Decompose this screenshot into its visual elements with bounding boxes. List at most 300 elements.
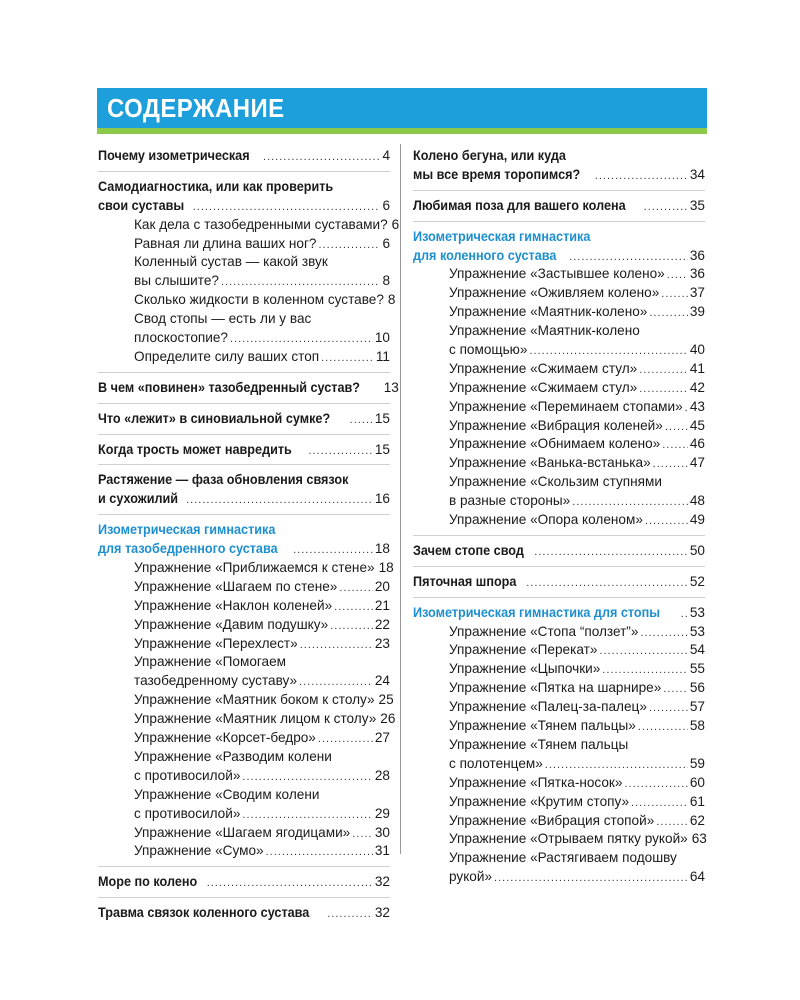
toc-entry-title: Почему изометрическая [98,148,250,163]
toc-line [98,379,399,398]
toc-section-heading[interactable] [413,604,705,623]
toc-page-number: 52 [689,573,705,589]
dot-leader [667,266,688,285]
dot-leader [263,148,380,167]
toc-separator [98,372,390,373]
toc-entry-title: Упражнение «Цыпочки» [449,661,601,677]
toc-entry-title: Упражнение «Отрываем пятку рукой» [449,831,688,847]
toc-line [116,672,390,691]
toc-line [116,824,390,843]
dot-leader [645,512,688,531]
toc-subentry[interactable] [413,641,705,660]
toc-page-number: 60 [689,774,705,790]
toc-page-number: 57 [689,699,705,715]
toc-entry-title: Упражнение «Крутим стопу» [449,793,630,809]
toc-entry-title: Упражнение «Вибрация стопой» [449,812,655,828]
toc-line [431,511,705,530]
toc-subentry[interactable] [98,348,390,367]
toc-entry-title: Пяточная шпора [413,573,517,589]
toc-chapter-entry[interactable] [98,178,390,216]
toc-page-number: 63 [691,831,707,847]
toc-page-number: 28 [374,767,390,783]
toc-entry-title: Упражнение «Шагаем по стене» [134,578,338,594]
toc-entry-title: Упражнение «Наклон коленей» [134,597,333,613]
toc-line [98,490,390,509]
toc-chapter-entry[interactable] [98,471,390,509]
toc-line [413,166,705,185]
toc-line [431,623,705,642]
toc-entry-title: Упражнение «Маятник-колено» [449,304,648,320]
dot-leader [318,730,373,749]
toc-entry-title: Упражнение «Тянем пальцы» [449,718,636,734]
toc-page-number: 13 [383,379,399,395]
toc-subentry[interactable] [413,736,705,774]
toc-entry-title: Упражнение «Тянем пальцы [449,736,629,752]
toc-page-number: 32 [374,874,390,890]
toc-subentry[interactable] [413,265,705,284]
toc-entry-title: Упражнение «Помогаем [134,654,287,670]
toc-subentry[interactable] [98,216,400,235]
toc-line [413,197,705,216]
toc-line [116,559,394,578]
toc-line [431,473,705,492]
toc-page-number: 6 [382,197,390,213]
toc-entry-title: плоскостопие? [134,330,228,346]
toc-page-number: 46 [689,436,705,452]
toc-page-number: 24 [374,673,390,689]
toc-line [98,178,390,197]
toc-entry-title: Изометрическая гимнастика [98,522,276,538]
toc-entry-title: Упражнение «Обнимаем колено» [449,436,661,452]
toc-entry-title: Упражнение «Пятка на шарнире» [449,680,662,696]
toc-line [98,471,390,490]
toc-entry-title: Упражнение «Оживляем колено» [449,285,660,301]
toc-line [431,265,705,284]
toc-line [116,842,390,861]
toc-line [431,849,705,868]
toc-subentry[interactable] [413,623,705,642]
dot-leader [308,442,372,461]
toc-entry-title: с противосилой» [134,767,241,783]
toc-subentry[interactable] [98,729,390,748]
toc-line [431,417,705,436]
dot-leader [242,768,372,787]
dot-leader [334,598,373,617]
toc-entry-title: и сухожилий [98,491,179,507]
toc-line [116,291,396,310]
toc-entry-title: Упражнение «Шагаем ягодицами» [134,824,351,840]
toc-page-number: 29 [374,805,390,821]
toc-chapter-entry[interactable] [413,573,705,592]
toc-line [431,774,705,793]
toc-subentry[interactable] [413,398,705,417]
toc-line [98,147,390,166]
toc-page-number: 43 [689,398,705,414]
toc-line [116,805,390,824]
toc-entry-title: Растяжение — фаза обновления связок [98,472,349,488]
toc-entry-title: Упражнение «Застывшее колено» [449,266,665,282]
toc-page-number: 31 [374,843,390,859]
toc-line [116,348,390,367]
toc-separator [413,535,705,536]
dot-leader [569,248,688,267]
toc-entry-title: Любимая поза для вашего колена [413,197,626,213]
toc-entry-title: Определите силу ваших стоп [134,348,320,364]
toc-page-number: 8 [387,292,396,308]
toc-page-number: 22 [374,616,390,632]
toc-page-number: 20 [374,578,390,594]
toc-entry-title: Упражнение «Сводим колени [134,786,320,802]
toc-entry-title: с противосилой» [134,805,241,821]
toc-left-column [98,147,400,923]
toc-subentry[interactable] [98,842,390,861]
toc-subentry[interactable] [413,284,705,303]
dot-leader [242,806,372,825]
toc-line [116,710,396,729]
toc-page-number: 47 [689,455,705,471]
toc-subentry[interactable] [98,710,396,729]
dot-leader [649,699,688,718]
toc-page-number: 64 [689,869,705,885]
toc-entry-title: свои суставы [98,197,185,213]
toc-subentry[interactable] [413,417,705,436]
toc-page-number: 27 [374,730,390,746]
dot-leader [352,825,373,844]
dot-leader [599,642,687,661]
toc-subentry[interactable] [98,291,396,310]
toc-page-number: 61 [689,793,705,809]
dot-leader [661,285,688,304]
toc-entry-title: Свод стопы — есть ли у вас [134,311,312,327]
toc-entry-title: Упражнение «Скользим ступнями [449,474,662,490]
toc-subentry[interactable] [413,812,705,831]
toc-line [431,793,705,812]
toc-entry-title: Упражнение «Сжимаем стул» [449,379,638,395]
toc-entry-title: В чем «повинен» тазобедренный сустав? [98,379,361,395]
dot-leader [321,349,374,368]
toc-line [116,786,390,805]
toc-line [413,573,705,592]
toc-subentry[interactable] [413,830,705,849]
toc-line [431,755,705,774]
toc-page-number: 54 [689,642,705,658]
toc-line [431,660,705,679]
toc-separator [413,190,705,191]
toc-page-number: 39 [689,304,705,320]
toc-subentry[interactable] [98,559,394,578]
toc-separator [98,403,390,404]
toc-subentry[interactable] [413,379,705,398]
toc-line [116,748,390,767]
dot-leader [193,198,381,217]
toc-page-number: 48 [689,493,705,509]
toc-page-number: 59 [689,755,705,771]
toc-page-number: 49 [689,512,705,528]
toc-line [431,830,705,849]
toc-line [413,228,705,247]
toc-entry-title: Упражнение «Сжимаем стул» [449,360,638,376]
toc-page-number: 58 [689,718,705,734]
toc-page-number: 6 [382,235,390,251]
toc-chapter-entry[interactable] [413,197,705,216]
toc-separator [413,597,705,598]
toc-chapter-entry[interactable] [98,410,390,429]
toc-entry-title: Упражнение «Сумо» [134,843,264,859]
dot-leader [662,436,688,455]
toc-line [98,540,390,559]
toc-entry-title: Травма связок коленного сустава [98,905,310,921]
toc-entry-title: Коленный сустав — какой звук [134,254,328,270]
toc-subentry[interactable] [413,717,705,736]
toc-subentry[interactable] [413,774,705,793]
toc-subentry[interactable] [98,653,390,691]
toc-entry-title: Упражнение «Опора коленом» [449,512,643,528]
toc-line [98,197,390,216]
toc-entry-title: с помощью» [449,342,528,358]
dot-leader [644,198,688,217]
dot-leader [266,843,373,862]
toc-subentry[interactable] [413,322,705,360]
toc-subentry[interactable] [98,253,390,291]
toc-subentry[interactable] [98,235,390,254]
toc-separator [413,566,705,567]
toc-subentry[interactable] [98,578,390,597]
dot-leader [656,813,688,832]
toc-line [98,410,390,429]
toc-right-column [413,147,705,887]
toc-line [413,147,705,166]
toc-entry-title: Самодиагностика, или как проверить [98,178,334,194]
toc-entry-title: Упражнение «Палец-за-палец» [449,699,647,715]
toc-page-number: 42 [689,379,705,395]
toc-entry-title: Когда трость может навредить [98,441,292,457]
toc-entry-title: Упражнение «Маятник лицом к столу» [134,711,377,727]
dot-leader [639,380,688,399]
dot-leader [685,399,688,418]
toc-entry-title: Упражнение «Пятка-носок» [449,774,623,790]
dot-leader [494,869,688,888]
toc-page-number: 56 [689,680,705,696]
toc-entry-title: Упражнение «Маятник боком к столу» [134,692,375,708]
toc-line [116,578,390,597]
toc-line [431,717,705,736]
toc-page-number: 21 [374,597,390,613]
toc-entry-title: Упражнение «Маятник-колено [449,323,640,339]
toc-line [431,868,705,887]
toc-subentry[interactable] [98,691,394,710]
toc-page-number: 41 [689,360,705,376]
toc-page-number: 30 [374,824,390,840]
toc-subentry[interactable] [98,786,390,824]
toc-subentry[interactable] [413,454,705,473]
dot-leader [534,543,688,562]
toc-separator [98,464,390,465]
toc-chapter-entry[interactable] [98,904,390,923]
toc-separator [98,434,390,435]
toc-subentry[interactable] [98,616,390,635]
toc-subentry[interactable] [413,793,705,812]
toc-subentry[interactable] [413,679,705,698]
toc-page-number: 62 [689,812,705,828]
toc-separator [98,171,390,172]
toc-page-number: 53 [689,623,705,639]
toc-entry-title: Упражнение «Ванька-встанька» [449,455,651,471]
dot-leader [529,342,687,361]
dot-leader [640,624,687,643]
toc-line [116,597,390,616]
toc-entry-title: Упражнение «Перекат» [449,642,598,658]
toc-subentry[interactable] [98,597,390,616]
toc-page-number: 37 [689,285,705,301]
toc-line [98,521,390,540]
toc-page-number: 18 [378,560,394,576]
toc-entry-title: тазобедренному суставу» [134,673,298,689]
dot-leader [330,617,373,636]
toc-line [431,379,705,398]
dot-leader [624,775,687,794]
toc-subentry[interactable] [413,360,705,379]
toc-line [116,653,390,672]
toc-entry-title: Упражнение «Переминаем стопами» [449,398,683,414]
dot-leader [221,273,380,292]
toc-subentry[interactable] [98,748,390,786]
toc-entry-title: Упражнение «Корсет-бедро» [134,730,316,746]
toc-entry-title: вы слышите? [134,273,219,289]
toc-page-number: 45 [689,417,705,433]
toc-line [413,247,705,266]
toc-chapter-entry[interactable] [413,147,705,185]
toc-subentry[interactable] [413,698,705,717]
toc-subentry[interactable] [413,660,705,679]
toc-line [413,542,705,561]
toc-line [413,604,705,623]
toc-line [431,303,705,322]
dot-leader [639,361,688,380]
dot-leader [339,579,373,598]
dot-leader [653,455,688,474]
toc-line [116,310,390,329]
toc-chapter-entry[interactable] [98,379,399,398]
dot-leader [631,794,688,813]
toc-page-number: 23 [374,635,390,651]
toc-entry-title: Упражнение «Приближаемся к стене» [134,560,375,576]
toc-line [431,454,705,473]
toc-line [431,360,705,379]
toc-section-heading[interactable] [98,521,390,559]
toc-line [116,616,390,635]
dot-leader [649,304,688,323]
dot-leader [595,167,688,186]
toc-entry-title: Море по колено [98,874,198,890]
toc-entry-title: Упражнение «Разводим колени [134,748,332,764]
dot-leader [207,874,373,893]
toc-line [431,812,705,831]
toc-entry-title: Упражнение «Стопа “ползет”» [449,623,639,639]
toc-line [431,322,705,341]
toc-subentry[interactable] [413,473,705,511]
dot-leader [602,661,688,680]
toc-page-number: 6 [391,216,400,232]
toc-subentry[interactable] [413,435,705,454]
dot-leader [319,236,381,255]
dot-leader [665,418,688,437]
toc-separator [98,897,390,898]
toc-page-number: 11 [375,348,390,364]
toc-entry-title: для тазобедренного сустава [98,541,278,557]
toc-subentry[interactable] [98,824,390,843]
toc-chapter-entry[interactable] [98,441,390,460]
toc-line [116,235,390,254]
toc-entry-title: Упражнение «Вибрация коленей» [449,417,663,433]
toc-page-number: 50 [689,542,705,558]
dot-leader [545,756,688,775]
toc-entry-title: рукой» [449,869,493,885]
dot-leader [230,330,373,349]
toc-subentry[interactable] [413,511,705,530]
toc-entry-title: Упражнение «Растягиваем подошву [449,850,677,866]
toc-entry-title: Сколько жидкости в коленном суставе? [134,292,384,308]
toc-chapter-entry[interactable] [413,542,705,561]
toc-entry-title: Как дела с тазобедренными суставами? [134,216,388,232]
toc-line [431,398,705,417]
toc-entry-title: Равная ли длина ваших ног? [134,235,317,251]
toc-page-number: 36 [689,266,705,282]
dot-leader [663,680,688,699]
page-title: СОДЕРЖАНИЕ [107,93,285,123]
toc-entry-title: Зачем стопе свод [413,542,524,558]
column-divider [400,144,401,854]
toc-line [431,736,705,755]
toc-page-number: 32 [374,905,390,921]
toc-line [98,873,390,892]
toc-line [431,641,705,660]
toc-page-number: 35 [689,197,705,213]
toc-page-number: 18 [374,541,390,557]
toc-line [431,284,705,303]
toc-page-number: 15 [374,441,390,457]
toc-separator [98,866,390,867]
toc-line [116,216,400,235]
toc-line [431,698,705,717]
toc-separator [413,221,705,222]
toc-line [116,691,394,710]
toc-line [116,767,390,786]
toc-subentry[interactable] [413,303,705,322]
toc-chapter-entry[interactable] [98,147,390,166]
toc-subentry[interactable] [98,310,390,348]
toc-page-number: 53 [689,604,705,620]
toc-line [431,492,705,511]
toc-line [116,635,390,654]
toc-entry-title: Упражнение «Давим подушку» [134,616,329,632]
toc-entry-title: Колено бегуна, или куда [413,148,566,163]
toc-page-number: 55 [689,661,705,677]
toc-chapter-entry[interactable] [98,873,390,892]
dot-leader [572,493,688,512]
toc-page-number: 26 [380,711,396,727]
toc-entry-title: в разные стороны» [449,493,571,509]
toc-line [431,341,705,360]
toc-page-number: 25 [378,692,394,708]
dot-leader [327,905,373,924]
toc-line [116,329,390,348]
toc-line [98,904,390,923]
toc-section-heading[interactable] [413,228,705,266]
toc-entry-title: Что «лежит» в синовиальной сумке? [98,410,331,426]
toc-line [116,253,390,272]
toc-subentry[interactable] [413,849,705,887]
toc-subentry[interactable] [98,635,390,654]
